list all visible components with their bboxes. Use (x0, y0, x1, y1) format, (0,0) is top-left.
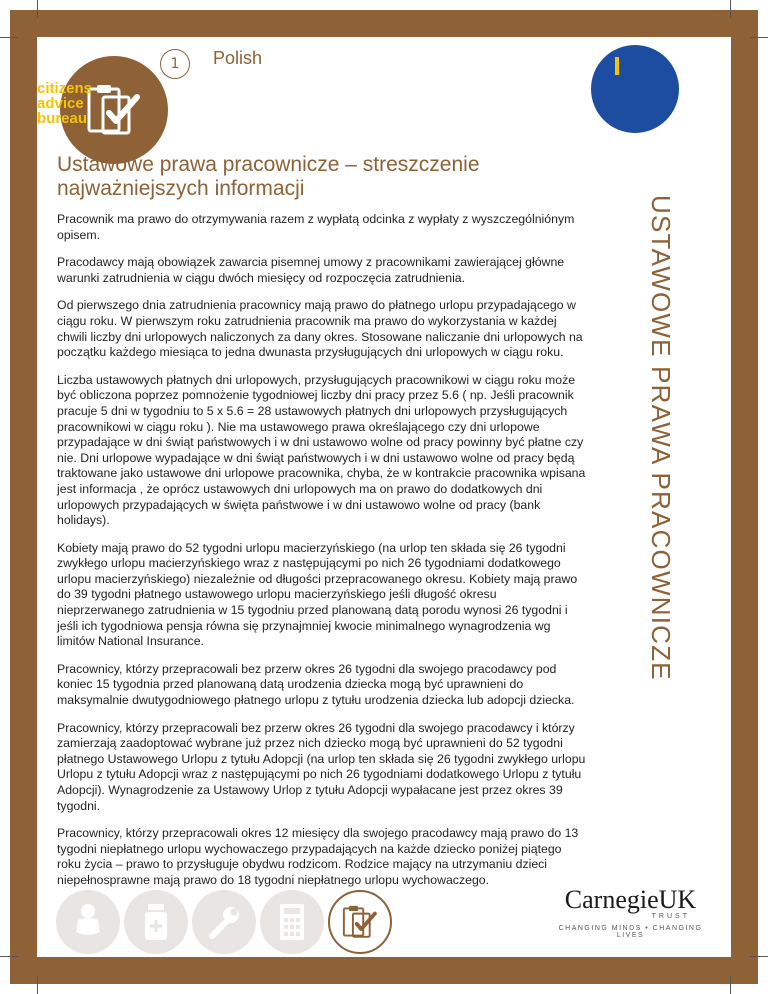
crop-mark (730, 976, 731, 994)
citizens-advice-logo-text (37, 81, 107, 126)
carnegie-uk-logo (553, 877, 708, 955)
sponsor-name: CarnegieUK (564, 885, 697, 914)
language-label: Polish (213, 48, 263, 68)
crop-mark (0, 37, 18, 38)
clipboard-check-icon[interactable] (328, 890, 392, 954)
crop-mark (750, 37, 768, 38)
sponsor-trust: TRUST (651, 913, 690, 920)
paragraph: Pracownicy, którzy przepracowali bez przerw okres 26 tygodni dla swojego pracodawcy pod koniec 15 tygodnia przed planowaną datą urodzenia dziecka mogą być uprawnieni do maksymalnie dwutygodniowego płatnego urlopu z tytułu urodzenia dziecka lub adopcji dziecka. (57, 661, 575, 708)
body-text (57, 212, 587, 901)
paragraph: Kobiety mają prawo do 52 tygodni urlopu macierzyńskiego (na urlop ten składa się 26 tygodni zwykłego urlopu macierzyńskiego wraz z następującymi po nich 26 tygodniami dodatkowego urlopu macierzyńskiego) niezależnie od długości przepracowanego okresu. Kobiety mają prawo do 39 tygodni płatnego ustawowego urlopu macierzyńskiego jeśli długość okresu nieprzerwanego zatrudnienia w 15 tygodniu przed planowaną datą porodu wynosi 26 tygodni i jeśli ich tygodniowa pensja równa się przynajmniej kwocie minimalnego wynagrodzenia wg limitów National Insurance. (57, 540, 578, 649)
logo-line: bureau (37, 110, 88, 127)
logo-line: advice (37, 95, 84, 112)
crop-mark (730, 0, 731, 18)
crop-mark (750, 956, 768, 957)
wrench-icon[interactable] (192, 890, 256, 954)
paragraph: Liczba ustawowych płatnych dni urlopowych, przysługujących pracownikowi w ciągu roku może być obliczona poprzez pomnożenie tygodniowej liczby dni pracy przez 5.6 ( np. Jeśli pracownik pracuje 5 dni w tygodniu to 5 x 5.6 = 28 ustawowych płatnych dni urlopowych przysługujących pracownikowi w ciągu roku ). Nie ma ustawowego prawa określającego czy dni urlopowe przypadające w dni świąt państwowych i w dni ustawowo wolne od pracy powinny być płatne czy nie. Dni urlopowe wypadające w dni świąt państwowych i w dni ustawowo wolne od pracy będą traktowane jako ustawowe dni urlopowe pracownika, chyba, że w kontrakcie pracownika wpisana jest informacja , że oprócz ustawowych dni urlopowych ma on prawo do dodatkowych dni urlopowych przypadających w święta państwowe i w dni ustawowo wolne od pracy (bank holidays). (57, 372, 586, 528)
logo-bar (615, 57, 619, 75)
section-number: 1 (160, 49, 190, 79)
paragraph: Pracownicy, którzy przepracowali bez przerw okres 26 tygodni dla swojego pracodawcy i którzy zamierzają zaadoptować wybrane już przez nich dziecko mogą być uprawnieni do 52 tygodni płatnego Ustawowego Urlopu z tytułu Adopcji (na urlop ten składa się 26 tygodni zwykłego urlopu Urlopu z tytułu Adopcji wraz z następującymi po nich 26 tygodniami dodatkowego Urlopu z tytułu Adopcji). Wynagrodzenie za Ustawowy Urlop z tytułu Adopcji wypałacane jest przez okres 39 tygodni. (57, 720, 586, 813)
paragraph: Pracownicy, którzy przepracowali okres 12 miesięcy dla swojego pracodawcy mają prawo do 13 tygodni niepłatnego urlopu wychowaczego przypadających na każde dziecko poniżej piątego roku życia – prawo to przysługuje obydwu rodzicom. Rodzice mający na utrzymaniu dzieci niepełnosprawne mają prawo do 18 tygodni niepłatnego urlopu wychowaczego. (57, 826, 579, 887)
paragraph: Pracownik ma prawo do otrzymywania razem z wypłatą odcinka z wypłaty z wyszczególniónym opisem. (57, 212, 575, 242)
calculator-icon[interactable] (260, 890, 324, 954)
crop-mark (37, 0, 38, 18)
medicine-jar-icon[interactable] (124, 890, 188, 954)
crop-mark (37, 976, 38, 994)
paragraph: Od pierwszego dnia zatrudnienia pracownicy mają prawo do płatnego urlopu przypadającego w ciągu roku. W pierwszym roku zatrudnienia pracownik ma prawo do wykorzystania w każdej chwili liczby dni urlopowych naliczonych za dany okres. Stosowane naliczanie dni urlopowych na początku każdego miesiąca to jedna dwunasta przysługujących dni urlopowych w ciągu roku. (57, 298, 583, 360)
paragraph: Pracodawcy mają obowiązek zawarcia pisemnej umowy z pracownikami zawierającej główne warunki zatrudnienia w ciągu dwóch miesięcy od rozpoczęcia zatrudnienia. (57, 255, 565, 285)
citizens-advice-logo (591, 45, 679, 133)
logo-line: citizens (37, 80, 93, 97)
crop-mark (0, 956, 18, 957)
side-title: USTAWOWE PRAWA PRACOWNICZE (646, 195, 676, 681)
page-title: Ustawowe prawa pracownicze – streszczenie najważniejszych informacji (57, 153, 480, 200)
sponsor-tagline: CHANGING MINDS • CHANGING LIVES (558, 925, 703, 939)
baby-icon[interactable] (56, 890, 120, 954)
